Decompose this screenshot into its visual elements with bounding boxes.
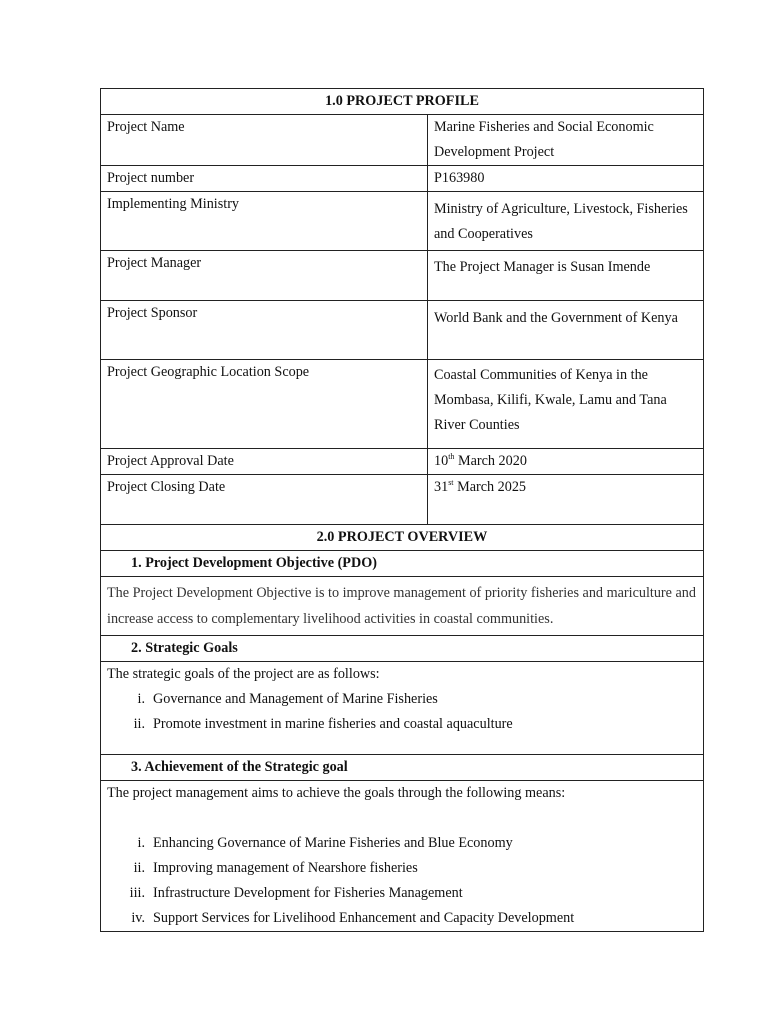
row-value: Ministry of Agriculture, Livestock, Fisheries and Cooperatives (428, 192, 704, 251)
row-value: The Project Manager is Susan Imende (428, 251, 704, 301)
date-suffix: st (448, 478, 454, 487)
list-number: i. (137, 835, 145, 851)
list-item (107, 831, 697, 856)
achievement-heading-row (101, 755, 704, 781)
list-item (107, 906, 697, 931)
row-value (428, 449, 704, 475)
list-item (107, 687, 697, 712)
row-label: Project Geographic Location Scope (101, 360, 428, 449)
goals-intro: The strategic goals of the project are as follows: (107, 666, 380, 682)
goals-list (107, 687, 697, 737)
list-text: Infrastructure Development for Fisheries Management (153, 885, 463, 901)
profile-heading: 1.0 PROJECT PROFILE (101, 89, 704, 115)
means-list (107, 831, 697, 931)
list-text: Enhancing Governance of Marine Fisheries and Blue Economy (153, 835, 513, 851)
achievement-heading: 3. Achievement of the Strategic goal (101, 755, 704, 781)
list-number: iii. (129, 885, 145, 901)
list-number: ii. (133, 860, 145, 876)
row-value: Marine Fisheries and Social Economic Development Project (428, 115, 704, 166)
list-item (107, 856, 697, 881)
document-page (100, 88, 704, 932)
goals-heading-row (101, 636, 704, 662)
profile-heading-row (101, 89, 704, 115)
row-label: Project Closing Date (101, 475, 428, 525)
row-value: P163980 (428, 166, 704, 192)
goals-heading: 2. Strategic Goals (101, 636, 704, 662)
pdo-text-row (101, 577, 704, 636)
row-value (428, 475, 704, 525)
list-text: Governance and Management of Marine Fisheries (153, 691, 438, 707)
list-text: Support Services for Livelihood Enhancement and Capacity Development (153, 910, 575, 926)
row-label: Project Sponsor (101, 301, 428, 360)
table-row (101, 301, 704, 360)
means-cell (101, 781, 704, 932)
list-item (107, 881, 697, 906)
pdo-heading: 1. Project Development Objective (PDO) (101, 551, 704, 577)
list-text: Promote investment in marine fisheries and coastal aquaculture (153, 716, 513, 732)
project-table (100, 88, 704, 932)
table-row (101, 166, 704, 192)
table-row (101, 251, 704, 301)
date-day: 10 (434, 453, 449, 469)
achievement-intro: The project management aims to achieve the goals through the following means: (107, 785, 566, 801)
list-text: Improving management of Nearshore fisheries (153, 860, 418, 876)
list-number: ii. (133, 716, 145, 732)
overview-heading-row (101, 525, 704, 551)
row-value: World Bank and the Government of Kenya (428, 301, 704, 360)
list-item (107, 712, 697, 737)
overview-heading: 2.0 PROJECT OVERVIEW (101, 525, 704, 551)
date-day: 31 (434, 479, 449, 495)
row-label: Project Name (101, 115, 428, 166)
list-number: iv. (131, 910, 145, 926)
table-row (101, 475, 704, 525)
date-rest: March 2025 (453, 479, 527, 495)
table-row (101, 115, 704, 166)
row-label: Project Approval Date (101, 449, 428, 475)
table-row (101, 192, 704, 251)
list-number: i. (137, 691, 145, 707)
table-row (101, 360, 704, 449)
goals-row (101, 662, 704, 755)
table-row (101, 449, 704, 475)
means-row (101, 781, 704, 932)
row-value: Coastal Communities of Kenya in the Mombasa, Kilifi, Kwale, Lamu and Tana River Counties (428, 360, 704, 449)
date-rest: March 2020 (454, 453, 527, 469)
pdo-text: The Project Development Objective is to improve management of priority fisheries and mariculture and increase access to complementary livelihood activities in coastal communities. (101, 577, 704, 636)
goals-cell (101, 662, 704, 755)
pdo-heading-row (101, 551, 704, 577)
date-suffix: th (448, 452, 455, 461)
row-label: Implementing Ministry (101, 192, 428, 251)
row-label: Project number (101, 166, 428, 192)
row-label: Project Manager (101, 251, 428, 301)
